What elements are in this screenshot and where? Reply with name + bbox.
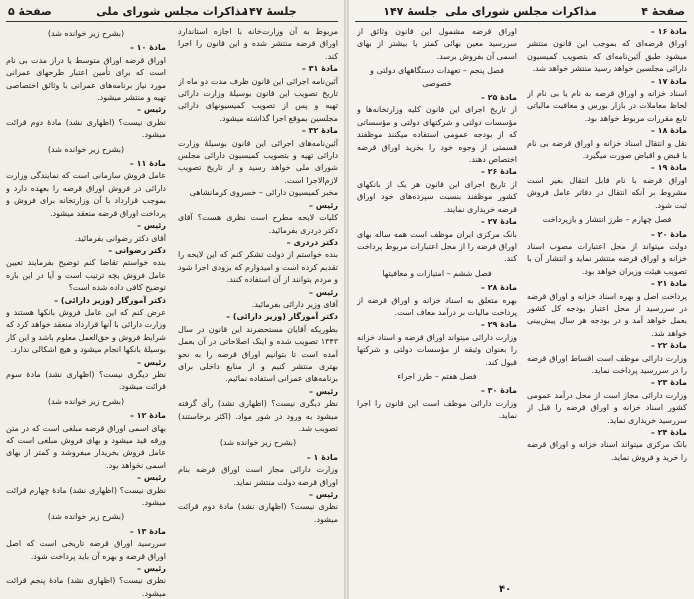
article-heading: مادهٔ ۲۱ – [650,279,687,289]
paragraph: نقل و انتقال اسناد خزانه و اوراق قرضه بی نام با قبض و اقباض صورت میگیرد. [527,138,687,161]
speaker-name: رئیس – [309,200,338,210]
section-heading: فصل هفتم – طرز اجراء [397,371,477,381]
speaker-name: رئیس – [309,287,338,297]
right-page-column-2 [357,26,517,423]
speaker-name: دکتر آموزگار (وزیر دارائی) – [54,295,166,305]
paragraph: اوراق قرضه‌ای که بموجب این قانون منتشر میشود طبق آئین‌نامه‌ای که بتصویب کمیسیون دارائی مجلسین خواهد رسید منتشر خواهد شد. [527,39,687,74]
article-heading: مادهٔ ۳۱ – [301,64,338,74]
paragraph: بنده خواستم تقاضا کنم توضیح بفرمایند تعیین عامل فروش بچه ترتیب است و آیا در این باره توضیح کافی داده شده است؟ [6,258,166,293]
section-heading: فصل پنجم – تعهدات دستگاههای دولتی و خصوصی [370,66,504,88]
section-heading: (بشرح زیر خوانده شد) [47,512,125,522]
paragraph: آئین‌نامه‌های اجرائی این قانون بوسیلهٔ وزارت دارائی تهیه و بتصویب کمیسیون دارائی مجلس شورای ملی خواهد رسید و از تاریخ تصویب لازم‌الاجرا است. [178,138,338,185]
section-heading: (بشرح زیر خوانده شد) [47,144,125,154]
speaker-name: دکتر آموزگار (وزیر دارائی) – [226,312,338,322]
speaker-name: رئیس – [309,490,338,500]
paragraph: بطوریکه آقایان مستحضرند این قانون در سال ۱۳۴۳ تصویب شده و اینک اصلاحاتی در آن بعمل آمده است تا بتوانیم اوراق قرضه را به نحو بهتری منتشر کنیم و از منابع داخلی برای برنامه‌های عمرانی استفاده نمائیم. [178,324,338,384]
article-heading: مادهٔ ۲۰ – [650,229,687,239]
paragraph: پرداخت اصل و بهره اسناد خزانه و اوراق قرضه در سررسید از محل اعتبار بودجه کل کشور بعمل خواهد آمد و در بودجه هر سال پیش‌بینی خواهد شد. [527,291,687,338]
paragraph: وزارت دارائی مجاز است اوراق قرضه بنام اوراق قرضه دولت منتشر نماید. [178,465,338,487]
paragraph: اوراق قرضه اوراق متوسط یا دراز مدت بی نام است که برای تأمین اعتبار طرحهای عمرانی مورد نیاز برنامه‌های عمرانی با وثائق اختصاصی تهیه و منتشر میشود. [6,55,166,103]
paragraph: سررسید اوراق قرضه تاریخی است که اصل اوراق قرضه و بهره آن باید پرداخت شود. [6,539,166,561]
paragraph: نظری نیست؟ (اظهاری نشد) مادهٔ پنجم قرائت میشود. [6,576,166,598]
section-heading: (بشرح زیر خوانده شد) [219,438,297,448]
paragraph: اوراق قرضه با نام قابل انتقال بغیر است مشروط بر آنکه انتقال در دفاتر عامل فروش ثبت شود. [527,175,687,210]
article-heading: مادهٔ ۱۲ – [129,411,166,421]
section-heading: (بشرح زیر خوانده شد) [47,29,125,38]
paragraph: نظری نیست؟ (اظهاری نشد) مادهٔ دوم قرائت میشود. [6,117,166,140]
article-heading: مادهٔ ۱۰ – [129,43,166,53]
header-rule [6,21,338,22]
paragraph: نظر دیگری نیست؟ (اظهاری نشد) رأی گرفته میشود به ورود در شور مواد. (اکثر برخاستند) تصویب شد. [178,399,338,433]
paragraph: وزارت دارائی موظف است اقساط اوراق قرضه را در سررسید پرداخت نماید. [527,353,687,375]
paragraph: بهره متعلق به اسناد خزانه و اوراق قرضه از پرداخت مالیات بر درآمد معاف است. [357,295,517,317]
paragraph: اوراق قرضه مشمول این قانون وثائق از سررسید معین بهائی کمتر یا بیشتر از بهای اسمی آن بفروش برسد. [357,27,517,61]
left-page-column-2 [178,26,338,526]
article-heading: مادهٔ ۱۹ – [650,163,687,173]
article-heading: مادهٔ ۲۸ – [480,283,517,293]
paragraph: وزارت دارائی موظف است این قانون را اجرا نماید. [357,398,517,421]
page-number: صفحهٔ ۴ [641,5,685,18]
right-page-column-1 [527,26,687,464]
session-number: جلسهٔ ۱۴۷ [383,5,438,18]
paragraph: آقای دکتر رضوانی بفرمائید. [74,233,166,243]
header-rule [355,21,687,22]
right-page-header [357,4,685,20]
paragraph: اسناد خزانه و اوراق قرضه به نام یا بی نام از لحاظ معاملات در بازار بورس و معافیت مالیاتی تابع مقررات مربوط خواهد بود. [527,89,687,123]
paragraph: نظر دیگری نیست؟ (اظهاری نشد) مادهٔ سوم قرائت میشود. [6,369,166,392]
article-heading: مادهٔ ۲۹ – [480,320,517,330]
left-page [0,0,344,599]
paragraph: مخبر کمیسیون دارائی – خسروی کرمانشاهی [189,188,338,198]
article-heading: مادهٔ ۱۸ – [650,126,687,136]
paragraph: نظری نیست؟ (اظهاری نشد) مادهٔ چهارم قرائت میشود. [6,485,166,508]
article-heading: مادهٔ ۱۳ – [129,526,166,536]
speaker-name: رئیس – [137,221,166,231]
article-heading: مادهٔ ۲۶ – [480,167,517,177]
left-page-column-1 [6,26,166,599]
article-heading: مادهٔ ۳۰ – [480,386,517,396]
book-gutter [344,0,349,599]
paragraph: بهای اسمی اوراق قرضه مبلغی است که در متن ورقه قید میشود و بهای فروش مبلغی است که عامل فروش بخریدار میفروشد و کمتر از بهای اسمی نخواهد بود. [6,423,166,470]
paragraph: کلیات لایحه مطرح است نظری هست؟ آقای دکتر دردری بفرمائید. [178,213,338,235]
paragraph: وزارت دارائی مجاز است از محل درآمد عمومی کشور اسناد خزانه و اوراق قرضه را قبل از سررسید خریداری نماید. [527,390,687,425]
speaker-name: رئیس – [137,357,166,367]
paragraph: بانک مرکزی میتواند اسناد خزانه و اوراق قرضه را خرید و فروش نماید. [527,440,687,462]
article-heading: مادهٔ ۱۷ – [650,76,687,86]
speaker-name: رئیس – [137,105,166,115]
page-number: صفحهٔ ۵ [8,5,52,18]
paragraph: بانک مرکزی ایران موظف است همه ساله بهای اوراق قرضه را از محل اعتبارات مربوط پرداخت کند. [357,229,517,264]
article-heading: مادهٔ ۳۲ – [301,126,338,136]
article-heading: مادهٔ ۱۶ – [650,27,687,36]
speaker-name: دکتر دردری – [286,237,338,247]
article-heading: مادهٔ ۱ – [306,452,338,462]
journal-title: مذاکرات مجلس شورای ملی [96,5,248,18]
paragraph: نظری نیست؟ (اظهاری نشد) مادهٔ دوم قرائت میشود. [178,502,338,524]
paragraph: عرض کنم که این عامل فروش بانکها هستند و وزارت دارائی با آنها قرارداد منعقد خواهد کرد که شرایط فروش و حق‌العمل معلوم باشد و این کار بوسیلهٔ بانکها انجام میشود و هیچ اشکالی ندارد. [6,307,166,355]
article-heading: مادهٔ ۱۱ – [129,159,166,169]
paragraph: آقای وزیر دارائی بفرمائید. [251,299,338,309]
session-number: جلسهٔ ۱۴۷ [242,5,297,18]
section-heading: (بشرح زیر خوانده شد) [47,396,125,406]
speaker-name: رئیس – [137,564,166,574]
left-page-header [8,4,336,20]
paragraph: آئین‌نامه اجرائی این قانون ظرف مدت دو ماه از تاریخ تصویب این قانون بوسیلهٔ وزارت دارائی تهیه و پس از تصویب کمیسیونهای دارائی مجلسین بموقع اجرا گذاشته میشود. [178,76,338,123]
section-heading: فصل چهارم – طرز انتشار و بازپرداخت [542,215,672,225]
paragraph: از تاریخ اجرای این قانون هر یک از بانکهای کشور موظفند بنسبت سپرده‌های خود اوراق قرضه خریداری نمایند. [357,179,517,214]
article-heading: مادهٔ ۲۳ – [650,378,687,388]
paragraph: وزارت دارائی میتواند اوراق قرضه و اسناد خزانه را بعنوان وثیقه از مؤسسات دولتی و شرکتها قبول کند. [357,332,517,367]
paragraph: بنده خواستم از دولت تشکر کنم که این لایحه را تقدیم کرده است و امیدوارم که بزودی اجرا شود و مردم بتوانند از آن استفاده کنند. [178,250,338,285]
speaker-name: دکتر رضوانی – [108,245,166,255]
paragraph: مربوط به آن وزارت‌خانه با اجازه استاندارد اوراق قرضه منتشر شده و این قانون را اجرا کند. [178,27,338,61]
speaker-name: رئیس – [309,386,338,396]
speaker-name: رئیس – [137,473,166,483]
right-page [349,0,693,599]
paragraph: عامل فروش سازمانی است که نمایندگی وزارت دارائی در فروش اوراق قرضه را بعهده دارد و بموجب قرارداد با آن وزارتخانه برای فروش و پرداخت اوراق قرضه منعقد میشود. [6,171,166,218]
page-folio: ۴۰ [499,584,512,595]
paragraph: دولت میتواند از محل اعتبارات مصوب اسناد خزانه و اوراق قرضه منتشر نماید و انتشار آن با تصویب هیئت وزیران خواهد بود. [527,241,687,276]
article-heading: مادهٔ ۲۲ – [650,341,687,351]
article-heading: مادهٔ ۲۷ – [480,217,517,227]
article-heading: مادهٔ ۲۴ – [650,428,687,437]
paragraph: از تاریخ اجرای این قانون کلیه وزارتخانه‌ها و مؤسسات دولتی و شرکتهای دولتی و مؤسساتی که از بودجه عمومی استفاده میکنند موظفند قسمتی از وجوه خود را بخرید اوراق قرضه اختصاص دهند. [357,105,517,165]
section-heading: فصل ششم – امتیازات و معافیتها [382,268,492,278]
journal-title: مذاکرات مجلس شورای ملی [445,5,597,18]
article-heading: مادهٔ ۲۵ – [480,93,517,103]
